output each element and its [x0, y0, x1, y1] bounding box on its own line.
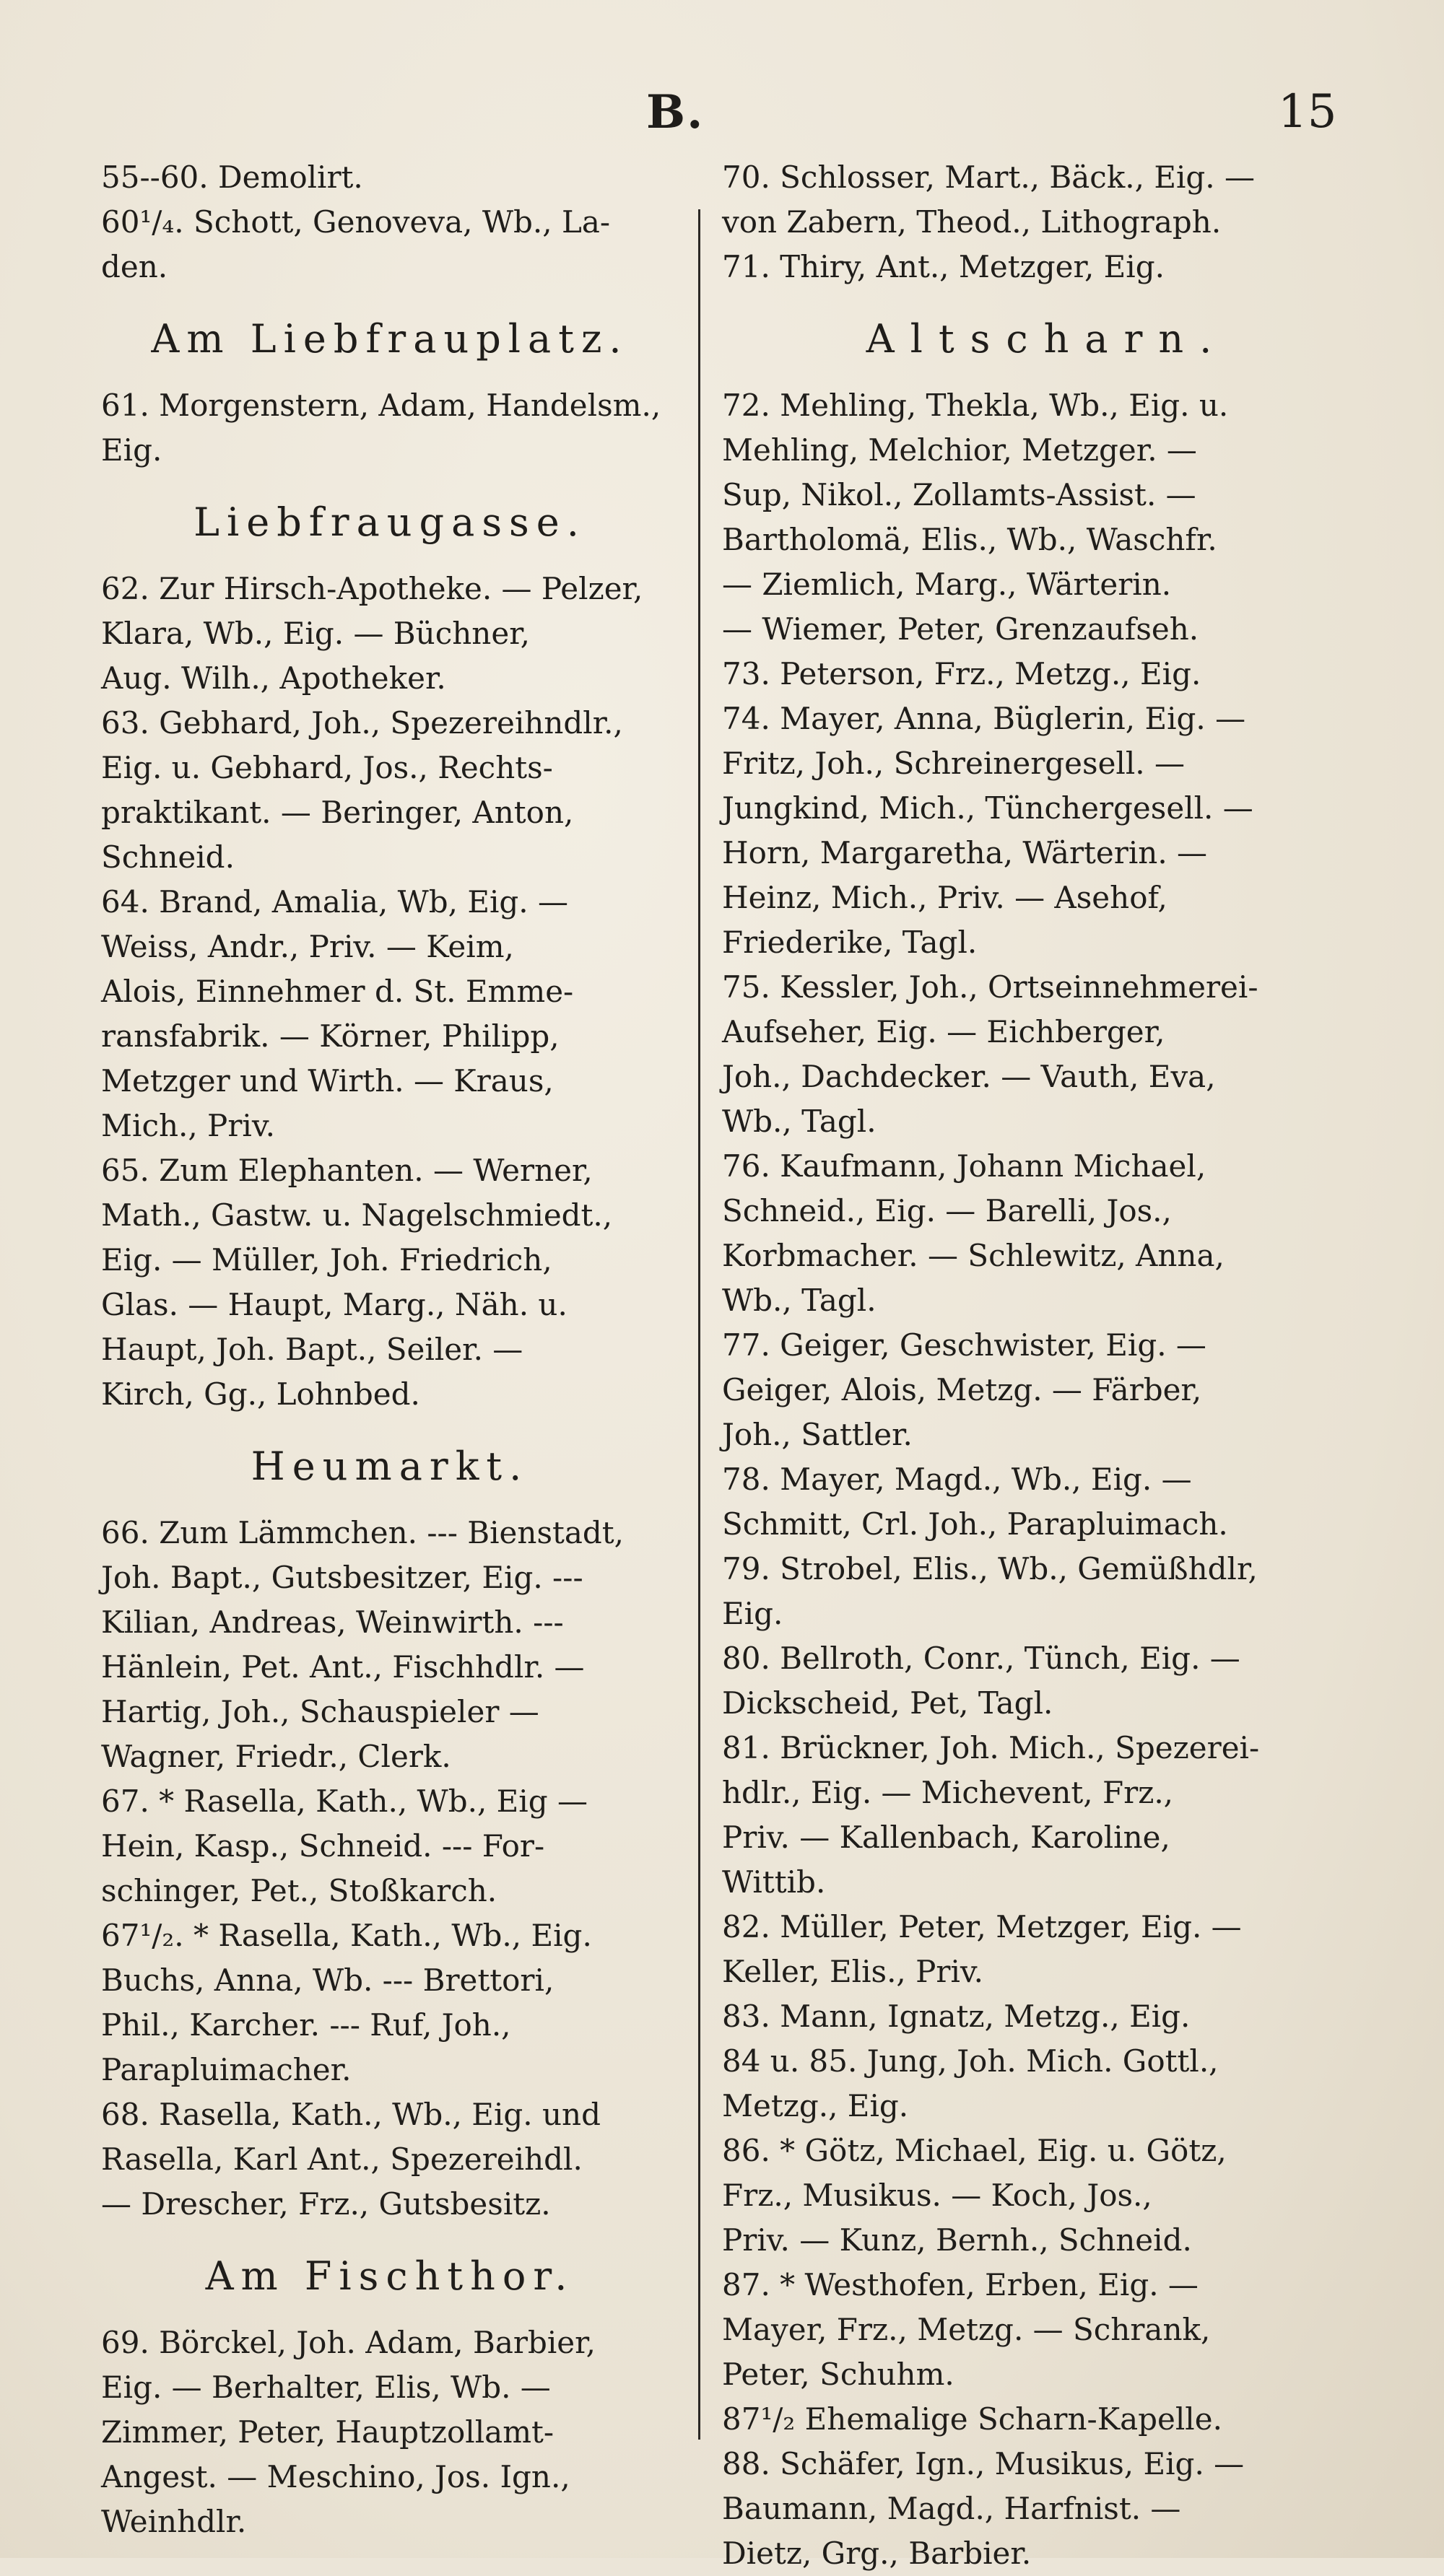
column-divider [698, 209, 700, 2440]
street-heading: Am Fischthor. [205, 2253, 575, 2299]
address-entry: 75. Kessler, Joh., Ortseinnehmerei- Aufseher, Eig. — Eichberger, Joh., Dachdecker. — Vauth, Eva, Wb., Tagl. [722, 969, 1258, 1139]
address-entry: 61. Morgenstern, Adam, Handelsm., Eig. [101, 388, 661, 468]
address-entry: 88. Schäfer, Ign., Musikus, Eig. — Baumann, Magd., Harfnist. — Dietz, Grg., Barbier. [722, 2446, 1245, 2571]
address-entry: 73. Peterson, Frz., Metzg., Eig. [722, 656, 1201, 691]
street-heading: Altscharn. [866, 316, 1228, 362]
address-entry: 70. Schlosser, Mart., Bäck., Eig. — von Zabern, Theod., Lithograph. [722, 160, 1255, 240]
address-entry: 76. Kaufmann, Johann Michael, Schneid., Eig. — Barelli, Jos., Korbmacher. — Schlewitz, Anna, Wb., Tagl. [722, 1148, 1225, 1318]
address-entry: 69. Börckel, Joh. Adam, Barbier, Eig. — Berhalter, Elis, Wb. — Zimmer, Peter, Hauptzollamt- Angest. — Meschino, Jos. Ign., Weinhdlr. [101, 2325, 596, 2539]
address-entry: 60¹/₄. Schott, Genoveva, Wb., La- den. [101, 204, 611, 284]
address-entry: 87. * Westhofen, Erben, Eig. — Mayer, Frz., Metzg. — Schrank, Peter, Schuhm. [722, 2267, 1211, 2392]
address-entry: 84 u. 85. Jung, Joh. Mich. Gottl., Metzg., Eig. [722, 2043, 1219, 2123]
address-entry: 82. Müller, Peter, Metzger, Eig. — Keller, Elis., Priv. [722, 1909, 1242, 1989]
address-entry: 62. Zur Hirsch-Apotheke. — Pelzer, Klara, Wb., Eig. — Büchner, Aug. Wilh., Apotheker. [101, 571, 643, 696]
address-entry: 55--60. Demolirt. [101, 160, 363, 195]
address-entry: 77. Geiger, Geschwister, Eig. — Geiger, Alois, Metzg. — Färber, Joh., Sattler. [722, 1327, 1206, 1452]
address-entry: 80. Bellroth, Conr., Tünch, Eig. — Dickscheid, Pet, Tagl. [722, 1641, 1240, 1721]
address-entry: 81. Brückner, Joh. Mich., Spezerei- hdlr., Eig. — Michevent, Frz., Priv. — Kallenbach, Karoline, Wittib. [722, 1730, 1260, 1900]
right-column [722, 155, 1372, 2576]
address-entry: 63. Gebhard, Joh., Spezereihndlr., Eig. u. Gebhard, Jos., Rechts- praktikant. — Beringer, Anton, Schneid. [101, 705, 623, 875]
left-column [101, 155, 679, 2544]
address-entry: 68. Rasella, Kath., Wb., Eig. und Rasella, Karl Ant., Spezereihdl. — Drescher, Frz., Gutsbesitz. [101, 2097, 601, 2222]
address-entry: 71. Thiry, Ant., Metzger, Eig. [722, 249, 1165, 284]
address-entry: 64. Brand, Amalia, Wb, Eig. — Weiss, Andr., Priv. — Keim, Alois, Einnehmer d. St. Emme- ransfabrik. — Körner, Philipp, Metzger und Wirth. — Kraus, Mich., Priv. [101, 884, 574, 1143]
address-entry: 87¹/₂ Ehemalige Scharn-Kapelle. [722, 2401, 1222, 2437]
street-heading: Am Liebfrauplatz. [151, 316, 629, 362]
address-entry: 78. Mayer, Magd., Wb., Eig. — Schmitt, Crl. Joh., Parapluimach. [722, 1462, 1228, 1542]
address-entry: 79. Strobel, Elis., Wb., Gemüßhdlr, Eig. [722, 1551, 1258, 1631]
address-entry: 86. * Götz, Michael, Eig. u. Götz, Frz., Musikus. — Koch, Jos., Priv. — Kunz, Bernh., Schneid. [722, 2133, 1227, 2258]
address-entry: 83. Mann, Ignatz, Metzg., Eig. [722, 1999, 1191, 2034]
page-number: 15 [1278, 85, 1337, 139]
address-entry: 66. Zum Lämmchen. --- Bienstadt, Joh. Bapt., Gutsbesitzer, Eig. --- Kilian, Andreas, Weinwirth. --- Hänlein, Pet. Ant., Fischhdlr. — Hartig, Joh., Schauspieler — Wagner, Friedr., Clerk. [101, 1515, 625, 1774]
address-entry: 67¹/₂. * Rasella, Kath., Wb., Eig. Buchs, Anna, Wb. --- Brettori, Phil., Karcher. --- Ruf, Joh., Parapluimacher. [101, 1918, 592, 2087]
street-heading: Liebfraugasse. [193, 499, 586, 545]
address-entry: 74. Mayer, Anna, Büglerin, Eig. — Fritz, Joh., Schreinergesell. — Jungkind, Mich., Tünchergesell. — Horn, Margaretha, Wärterin. — Heinz, Mich., Priv. — Asehof, Friederike, Tagl. [722, 701, 1253, 960]
section-letter: B. [646, 85, 705, 139]
address-entry: 65. Zum Elephanten. — Werner, Math., Gastw. u. Nagelschmiedt., Eig. — Müller, Joh. Friedrich, Glas. — Haupt, Marg., Näh. u. Haupt, Joh. Bapt., Seiler. — Kirch, Gg., Lohnbed. [101, 1153, 613, 1412]
address-entry: 72. Mehling, Thekla, Wb., Eig. u. Mehling, Melchior, Metzger. — Sup, Nikol., Zollamts-Assist. — Bartholomä, Elis., Wb., Waschfr. — Ziemlich, Marg., Wärterin. — Wiemer, Peter, Grenzaufseh. [722, 388, 1229, 647]
address-entry: 67. * Rasella, Kath., Wb., Eig — Hein, Kasp., Schneid. --- For- schinger, Pet., Stoßkarch. [101, 1783, 588, 1908]
street-heading: Heumarkt. [251, 1444, 529, 1489]
